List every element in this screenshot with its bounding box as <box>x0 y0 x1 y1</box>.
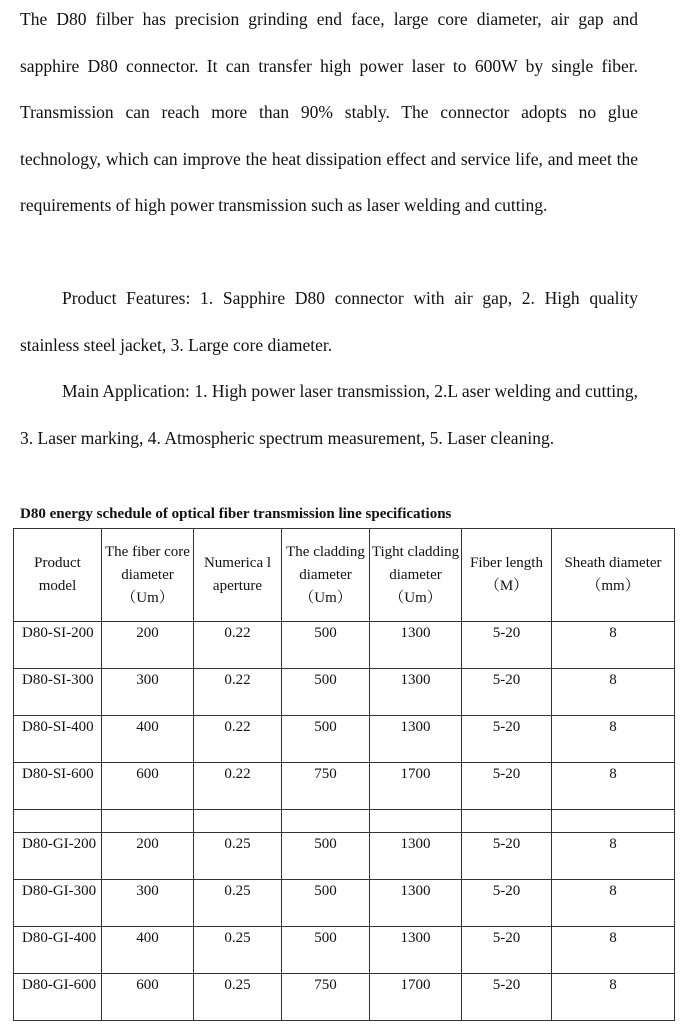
table-row <box>14 622 675 669</box>
cell-fiber-length: 5-20 <box>462 622 552 669</box>
header-sheath-diameter: Sheath diameter （mm） <box>552 529 675 622</box>
cell-tight-cladding-diameter: 1300 <box>370 880 462 927</box>
cell-tight-cladding-diameter: 1300 <box>370 716 462 763</box>
cell-cladding-diameter: 750 <box>282 763 370 810</box>
cell-cladding-diameter: 500 <box>282 716 370 763</box>
table-row <box>14 880 675 927</box>
empty-cell <box>462 810 552 833</box>
cell-product-model: D80-SI-600 <box>14 763 102 810</box>
empty-cell <box>552 810 675 833</box>
empty-cell <box>282 810 370 833</box>
header-numerical-aperture: Numerica l aperture <box>194 529 282 622</box>
cell-numerical-aperture: 0.22 <box>194 716 282 763</box>
cell-numerical-aperture: 0.22 <box>194 763 282 810</box>
cell-product-model: D80-SI-300 <box>14 669 102 716</box>
header-cladding-diameter: The cladding diameter （Um） <box>282 529 370 622</box>
cell-core-diameter: 600 <box>102 763 194 810</box>
cell-cladding-diameter: 500 <box>282 833 370 880</box>
cell-sheath-diameter: 8 <box>552 833 675 880</box>
table-row <box>14 669 675 716</box>
cell-product-model: D80-GI-600 <box>14 974 102 1021</box>
header-core-diameter: The fiber core diameter （Um） <box>102 529 194 622</box>
cell-fiber-length: 5-20 <box>462 974 552 1021</box>
cell-tight-cladding-diameter: 1300 <box>370 927 462 974</box>
cell-numerical-aperture: 0.25 <box>194 974 282 1021</box>
empty-cell <box>14 810 102 833</box>
cell-product-model: D80-SI-400 <box>14 716 102 763</box>
cell-fiber-length: 5-20 <box>462 927 552 974</box>
cell-core-diameter: 200 <box>102 833 194 880</box>
cell-numerical-aperture: 0.22 <box>194 669 282 716</box>
table-row <box>14 974 675 1021</box>
cell-sheath-diameter: 8 <box>552 927 675 974</box>
cell-numerical-aperture: 0.25 <box>194 833 282 880</box>
header-product-model: Product model <box>14 529 102 622</box>
cell-core-diameter: 400 <box>102 927 194 974</box>
cell-core-diameter: 300 <box>102 669 194 716</box>
intro-paragraph: The D80 filber has precision grinding end face, large core diameter, air gap and sapphire D80 connector. It can transfer high power laser to 600W by single fiber. Transmission can reach more than 90% stably. The connector adopts no glue technology, which can improve the heat dissipation effect and service life, and meet the requirements of high power transmission such as laser welding and cutting. <box>20 9 638 215</box>
cell-cladding-diameter: 750 <box>282 974 370 1021</box>
cell-tight-cladding-diameter: 1300 <box>370 833 462 880</box>
application-paragraph: Main Application: 1. High power laser transmission, 2.L aser welding and cutting, 3. Laser marking, 4. Atmospheric spectrum measurement, 5. Laser cleaning. <box>20 381 638 448</box>
cell-sheath-diameter: 8 <box>552 763 675 810</box>
spec-table <box>13 528 675 1021</box>
cell-fiber-length: 5-20 <box>462 833 552 880</box>
table-row <box>14 763 675 810</box>
cell-tight-cladding-diameter: 1700 <box>370 763 462 810</box>
table-row <box>14 833 675 880</box>
cell-cladding-diameter: 500 <box>282 880 370 927</box>
table-title: D80 energy schedule of optical fiber transmission line specifications <box>20 506 452 522</box>
cell-numerical-aperture: 0.25 <box>194 880 282 927</box>
table-row <box>14 927 675 974</box>
empty-cell <box>370 810 462 833</box>
cell-cladding-diameter: 500 <box>282 927 370 974</box>
cell-fiber-length: 5-20 <box>462 669 552 716</box>
cell-core-diameter: 300 <box>102 880 194 927</box>
cell-sheath-diameter: 8 <box>552 716 675 763</box>
table-body <box>14 622 675 1021</box>
features-paragraph: Product Features: 1. Sapphire D80 connector with air gap, 2. High quality stainless steel jacket, 3. Large core diameter. <box>20 288 638 355</box>
cell-cladding-diameter: 500 <box>282 622 370 669</box>
cell-sheath-diameter: 8 <box>552 622 675 669</box>
cell-sheath-diameter: 8 <box>552 669 675 716</box>
cell-numerical-aperture: 0.22 <box>194 622 282 669</box>
empty-cell <box>102 810 194 833</box>
cell-sheath-diameter: 8 <box>552 974 675 1021</box>
cell-product-model: D80-GI-200 <box>14 833 102 880</box>
cell-fiber-length: 5-20 <box>462 716 552 763</box>
cell-tight-cladding-diameter: 1300 <box>370 622 462 669</box>
cell-sheath-diameter: 8 <box>552 880 675 927</box>
table-spacer-row <box>14 810 675 833</box>
cell-core-diameter: 600 <box>102 974 194 1021</box>
cell-product-model: D80-GI-400 <box>14 927 102 974</box>
cell-tight-cladding-diameter: 1300 <box>370 669 462 716</box>
cell-product-model: D80-GI-300 <box>14 880 102 927</box>
header-tight-cladding-diameter: Tight cladding diameter （Um） <box>370 529 462 622</box>
table-row <box>14 716 675 763</box>
header-fiber-length: Fiber length （M） <box>462 529 552 622</box>
cell-numerical-aperture: 0.25 <box>194 927 282 974</box>
cell-tight-cladding-diameter: 1700 <box>370 974 462 1021</box>
cell-fiber-length: 5-20 <box>462 763 552 810</box>
cell-fiber-length: 5-20 <box>462 880 552 927</box>
cell-core-diameter: 200 <box>102 622 194 669</box>
table-header-row <box>14 529 675 622</box>
empty-cell <box>194 810 282 833</box>
cell-cladding-diameter: 500 <box>282 669 370 716</box>
cell-product-model: D80-SI-200 <box>14 622 102 669</box>
cell-core-diameter: 400 <box>102 716 194 763</box>
